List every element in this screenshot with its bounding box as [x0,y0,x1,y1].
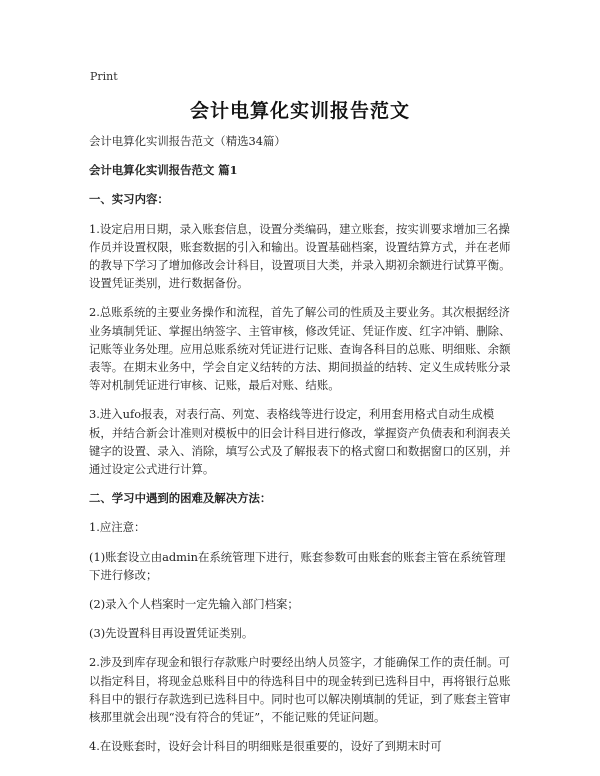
paragraph: (1)账套设立由admin在系统管理下进行，账套参数可由账套的账套主管在系统管理下进行修改； [89,549,506,582]
heading-difficulties: 二、学习中遇到的困难及解决方法： [89,491,272,506]
paragraph: 1.设定启用日期，录入账套信息，设置分类编码，建立账套，按实训要求增加三名操作员并设置权限，账套数据的引入和输出。设置基础档案，设置结算方式，并在老师的教导下学习了增加修改会计科目，设置项目大类，并录入期初余额进行试算平衡。设置凭证类别，进行数据备份。 [89,221,511,291]
section-heading: 会计电算化实训报告范文 篇1 [89,163,238,178]
paragraph: 2.总账系统的主要业务操作和流程，首先了解公司的性质及主要业务。其次根据经济业务填制凭证、掌握出纳签字、主管审核，修改凭证、凭证作废、红字冲销、删除、记账等业务处理。应用总账系统对凭证进行记账、查询各科目的总账、明细账、余额表等。在期末业务中，学会自定义结转的方法、期间损益的结转、定义生成转账分录等对机制凭证进行审核、记账，最后对账、结账。 [89,305,511,393]
paragraph: (2)录入个人档案时一定先输入部门档案； [89,597,299,612]
paragraph: 4.在设账套时，设好会计科目的明细账是很重要的，设好了到期末时可 [89,739,442,754]
paragraph: 2.涉及到库存现金和银行存款账户时要经出纳人员签字，才能确保工作的责任制。可以指定科目，将现金总账科目中的待选科目中的现金转到已选科目中，再将银行总账科目中的银行存款选到已选科目中。同时也可以解决刚填制的凭证，到了账套主管审核那里就会出现“没有符合的凭证”，不能记账的凭证问题。 [89,655,511,725]
document-subtitle: 会计电算化实训报告范文（精选34篇） [89,134,286,148]
paragraph: (3)先设置科目再设置凭证类别。 [89,626,254,641]
print-link[interactable]: Print [90,70,118,83]
paragraph: 3.进入ufo报表，对表行高、列宽、表格线等进行设定，利用套用格式自动生成模板，并结合新会计准则对模板中的旧会计科目进行修改，掌握资产负债表和利润表关键字的设置、录入、消除，填写公式及了解报表下的格式窗口和数据窗口的区别，并通过设定公式进行计算。 [89,407,511,477]
paragraph: 1.应注意： [89,520,146,535]
heading-internship-content: 一、实习内容： [89,192,169,207]
page-title: 会计电算化实训报告范文 [189,100,410,122]
document-body [89,132,514,766]
